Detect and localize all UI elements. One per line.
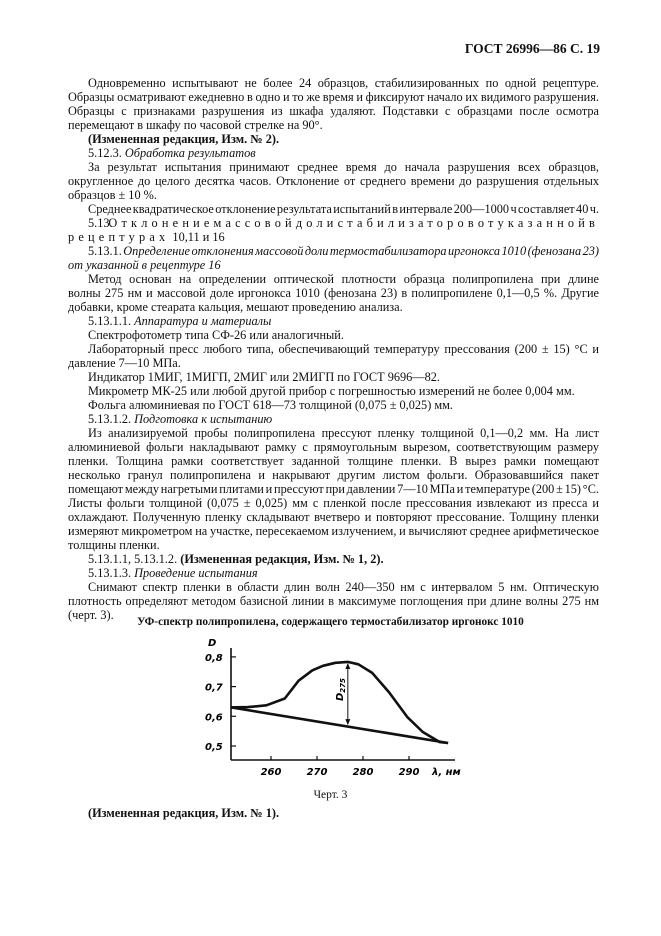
- x-tick-label: 260: [260, 767, 282, 778]
- text-segment: от указанной в рецептуре 16: [68, 258, 221, 272]
- x-tick-label: 290: [398, 767, 420, 778]
- text-segment: Подготовка к испытанию: [134, 412, 273, 426]
- text-segment: Среднее квадратическое отклонение результата испытаний в интервале 200—1000 ч составляет 40 ч.: [88, 202, 599, 216]
- text-segment: Проведение испытания: [134, 566, 258, 580]
- y-tick-label: 0,8: [205, 652, 223, 664]
- text-segment: (Измененная редакция, Изм. № 2).: [88, 132, 280, 146]
- text-segment: Аппаратура и материалы: [134, 314, 272, 328]
- text-segment: Образцы с признаками разрушения из шкафа удаляют. Подставки с образцами после осмотра: [68, 104, 599, 118]
- text-segment: (Измененная редакция, Изм. № 1, 2).: [180, 552, 384, 566]
- text-segment: добавки, кроме стеарата кальция, мешают проведению анализа.: [68, 300, 403, 314]
- text-segment: алюминиевой фольги накладывают рамку с прямоугольным вырезом, соответствующим размеру: [68, 440, 599, 454]
- y-tick-label: 0,6: [205, 712, 223, 724]
- text-segment: Одновременно испытывают не более 24 образцов, стабилизированных по одной рецептуре.: [88, 76, 599, 90]
- figure-caption: УФ-спектр полипропилена, содержащего термостабилизатор иргонокс 1010: [137, 616, 524, 628]
- text-segment: давление 7—10 МПа.: [68, 356, 181, 370]
- text-segment: 5.13.1.1.: [88, 314, 135, 328]
- text-segment: измеряют микрометром на участке, пересекаемом излучением, и вычисляют среднее арифметическое: [68, 524, 599, 538]
- y-tick-label: 0,5: [205, 742, 223, 753]
- page-header: ГОСТ 26996—86 С. 19: [464, 41, 600, 56]
- d275-label: $D_{275}$: [334, 678, 347, 702]
- text-segment: Отклонение массовой доли стабилизаторов от указанной в: [108, 216, 599, 230]
- text-segment: Спектрофотометр типа СФ-26 или аналогичный.: [88, 328, 344, 342]
- text-segment: округленное до целого десятка часов. Отклонение от среднего времени до разрушения отдельных: [68, 174, 599, 188]
- text-segment: толщины пленки.: [68, 538, 160, 552]
- text-segment: 5.13.1.: [88, 244, 124, 258]
- text-segment: рецептурах: [68, 230, 170, 244]
- d275-subscript: 275: [338, 678, 347, 693]
- text-segment: За результат испытания принимают среднее время до начала разрушения всех образцов,: [88, 160, 599, 174]
- text-segment: Фольга алюминиевая по ГОСТ 618—73 толщиной (0,075 ± 0,025) мм.: [88, 398, 454, 412]
- text-segment: Снимают спектр пленки в области длин волн 240—350 нм с интервалом 5 нм. Оптическую: [88, 580, 599, 594]
- text-segment: волны 275 нм и массовой доле иргонокса 1010 (фенозана 23) в полипропилене 0,1—0,5 %. Другие: [68, 286, 599, 300]
- x-axis-label: λ, нм: [432, 767, 461, 778]
- x-tick-label: 280: [352, 767, 374, 778]
- text-segment: Обработка результатов: [124, 146, 256, 160]
- text-segment: 5.13.1.2.: [88, 412, 135, 426]
- text-segment: 5.12.3.: [88, 146, 125, 160]
- text-segment: помещают между нагретыми плитами и прессуют при давлении 7—10 МПа и температуре (200 ± 15) °С.: [68, 482, 599, 496]
- text-segment: 5.13.1.1, 5.13.1.2.: [88, 552, 181, 566]
- figure-number: Черт. 3: [313, 789, 348, 801]
- text-segment: (черт. 3).: [68, 608, 114, 622]
- amendment-note: (Измененная редакция, Изм. № 1).: [88, 806, 280, 820]
- text-segment: Лабораторный пресс любого типа, обеспечивающий температуру прессования (200 ± 15) °С и: [88, 342, 599, 356]
- text-segment: плотность определяют методом базисной линии в максимуме поглощения при длине волны 275 нм: [68, 594, 599, 608]
- text-segment: Образцы осматривают ежедневно в одно и то же время и фиксируют начало их видимого разрушения.: [68, 90, 599, 104]
- text-segment: пленки. Толщина рамки соответствует заданной толщине пленки. В вырез рамки помещают: [68, 454, 599, 468]
- text-segment: Метод основан на определении оптической плотности образца полипропилена при длине: [88, 272, 599, 286]
- text-segment: образцов ± 10 %.: [68, 188, 157, 202]
- text-segment: перемещают в шкафу по часовой стрелке на 90°.: [68, 118, 323, 132]
- text-segment: 5.13.1.3.: [88, 566, 135, 580]
- text-segment: 10,11 и 16: [169, 230, 225, 244]
- arrowhead-down: [345, 719, 350, 725]
- text-segment: 5.13.: [88, 216, 109, 230]
- text-segment: Микрометр МК-25 или любой другой прибор с погрешностью измерений не более 0,004 мм.: [88, 384, 575, 398]
- text-segment: Листы фольги толщиной (0,075 ± 0,025) мм с пленкой после прессования извлекают из пресса и: [68, 496, 599, 510]
- text-segment: Определение отклонения массовой доли термостабилизатора иргонокса 1010 (фенозана 23): [123, 244, 600, 258]
- text-segment: Индикатор 1МИГ, 1МИГП, 2МИГ или 2МИГП по ГОСТ 9696—82.: [88, 370, 440, 384]
- spectrum-line: [231, 662, 448, 743]
- x-tick-label: 270: [306, 767, 328, 778]
- y-axis-label: D: [208, 638, 217, 649]
- arrowhead-up: [345, 663, 350, 669]
- text-segment: Из анализируемой пробы полипропилена прессуют пленку толщиной 0,1—0,2 мм. На лист: [88, 426, 599, 440]
- text-segment: охлаждают. Полученную пленку складывают вчетверо и повторяют прессование. Толщину пленки: [68, 510, 599, 524]
- y-tick-label: 0,7: [205, 682, 223, 694]
- text-segment: несколько гранул полипропилена и накрывают другим листом фольги. Образовавшийся пакет: [68, 468, 599, 482]
